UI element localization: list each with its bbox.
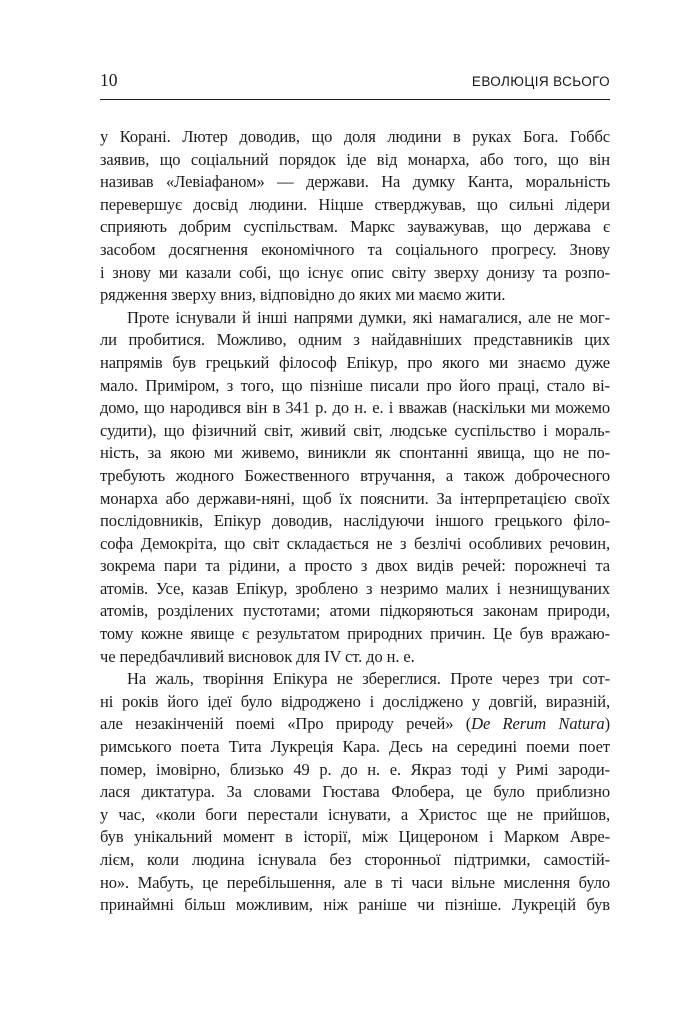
text-line: послідовників, Епікур доводив, наслідуючи іншого грецького філо-: [100, 511, 610, 531]
running-title: ЕВОЛЮЦІЯ ВСЬОГО: [471, 74, 610, 89]
text-line: ність, за якою ми живемо, виникли як спонтанні явища, що не по-: [100, 443, 610, 463]
paragraph: [100, 307, 610, 669]
text-line: принаймні більш можливим, ніж раніше чи пізніше. Лукрецій був: [100, 895, 610, 915]
text-line: римського поета Тита Лукреція Кара. Десь на середині поеми поет: [100, 737, 610, 757]
text-line: зокрема пари та рідини, а просто з двох видів речей: порожнечі та: [100, 556, 610, 576]
page-number: 10: [100, 70, 118, 90]
text-line: На жаль, творіння Епікура не збереглися. Проте через три сот-: [127, 669, 610, 689]
paragraph: [100, 126, 610, 307]
text-line: мало. Приміром, з того, що пізніше писали про його праці, стало ві-: [100, 375, 610, 395]
text-line: атомів, розділених пустотами; атоми підкоряються законам природи,: [100, 601, 610, 621]
text-line: називав «Левіафаном» — держави. На думку Канта, моральність: [100, 172, 610, 192]
paragraph: [100, 668, 610, 917]
text-line: Проте існували й інші напрями думки, які намагалися, але не мог-: [127, 307, 610, 327]
text-line: но». Мабуть, це перебільшення, але в ті часи вільне мислення було: [100, 872, 610, 892]
text-line: ні років його ідеї було відроджено і досліджено у довгій, виразній,: [100, 691, 610, 711]
text-line: заявив, що соціальний порядок іде від монарха, або того, що він: [100, 149, 610, 169]
text-line: лася диктатура. За словами Гюстава Флобера, це було приблизно: [100, 782, 610, 802]
text-line: напрямів був грецький філософ Епікур, про якого ми знаємо дуже: [100, 352, 610, 372]
text-line: засобом досягнення економічного та соціального прогресу. Знову: [100, 239, 610, 259]
running-head: [100, 70, 610, 100]
text-line: атомів. Усе, казав Епікур, зроблено з незримо малих і незнищуваних: [100, 578, 610, 598]
text-line: помер, імовірно, близько 49 р. до н. е. Якраз тоді у Римі зароди-: [100, 759, 610, 779]
text-line: домо, що народився він в 341 р. до н. е. і вважав (наскільки ми можемо: [100, 398, 610, 418]
text-line: і знову ми казали собі, що існує опис світу зверху донизу та розпо-: [100, 262, 610, 282]
latin-title-italic: De Rerum Natura: [471, 714, 605, 734]
text-line: у час, «коли боги перестали існувати, а Христос ще не прийшов,: [100, 804, 610, 824]
text-line: тому кожне явище є результатом природних причин. Це був вражаю-: [100, 624, 610, 644]
text-line: ли пробитися. Можливо, одним з найдавніших представників цих: [100, 330, 610, 350]
text-line: че передбачливий висновок для IV ст. до н. е.: [100, 646, 415, 666]
text-line: судити), що фізичний світ, живий світ, людське суспільство і мораль-: [100, 420, 610, 440]
text-line: софа Демокріта, що світ складається не з безлічі особливих речовин,: [100, 533, 610, 553]
text-line: лієм, коли людина існувала без сторонньої підтримки, самостій-: [100, 850, 610, 869]
text-line: монарха або держави-няні, щоб їх пояснити. За інтерпретацією своїх: [100, 488, 610, 508]
text-line: був унікальний момент в історії, між Цицероном і Марком Авре-: [100, 827, 610, 847]
page-body: [100, 126, 610, 917]
text-line: требують жодного Божественного втручання, а також доброчесного: [100, 465, 610, 485]
text-segment: ): [604, 714, 610, 734]
text-line: сприяють добрим суспільствам. Маркс зауважував, що держава є: [100, 217, 610, 237]
text-segment: але незакінченій поемі «Про природу речей» (: [100, 714, 472, 734]
text-line: перевершує досвід людини. Ніцше стверджував, що сильні лідери: [100, 194, 610, 214]
text-line: [100, 713, 610, 736]
text-line: рядження зверху вниз, відповідно до яких ми маємо жити.: [100, 285, 506, 305]
text-line: у Корані. Лютер доводив, що доля людини в руках Бога. Гоббс: [100, 127, 610, 146]
